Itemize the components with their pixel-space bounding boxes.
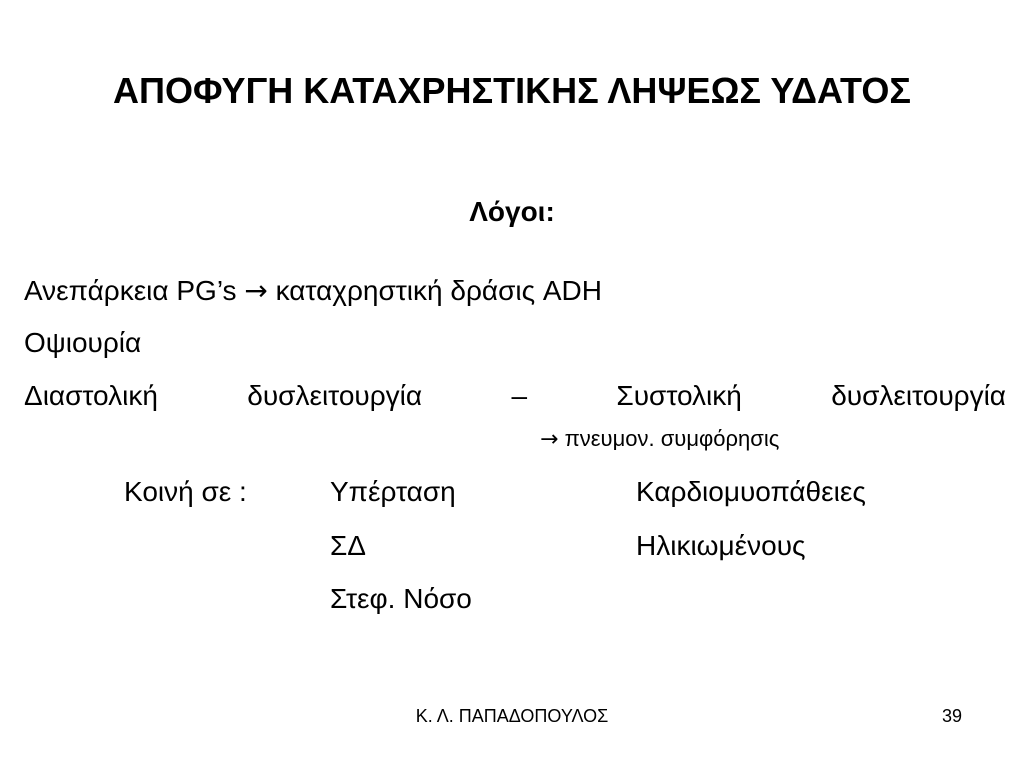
reason-line-pg (24, 274, 602, 307)
dysfunction-word-1: δυσλειτουργία (247, 380, 423, 411)
right-arrow-icon: → (540, 427, 559, 452)
condition-coronary-disease: Στεφ. Νόσο (330, 583, 472, 614)
slide-title: ΑΠΟΦΥΓΗ ΚΑΤΑΧΡΗΣΤΙΚΗΣ ΛΗΨΕΩΣ ΥΔΑΤΟΣ (113, 70, 911, 111)
footer-author: Κ. Λ. ΠΑΠΑΔΟΠΟΥΛΟΣ (415, 706, 609, 726)
reason-line-opsiouria: Οψιουρία (24, 327, 142, 358)
condition-elderly: Ηλικιωμένους (636, 530, 806, 561)
reasons-heading: Λόγοι: (469, 196, 555, 227)
condition-cardiomyopathies: Καρδιομυοπάθειες (636, 476, 866, 507)
page-number: 39 (941, 706, 962, 726)
diastolic-word: Διαστολική (24, 380, 158, 411)
common-in-label: Κοινή σε : (124, 476, 247, 507)
dysfunction-word-2: δυσλειτουργία (831, 380, 1006, 411)
systolic-word: Συστολική (616, 380, 742, 411)
right-arrow-icon: → (244, 274, 268, 307)
pulmonary-congestion-note (540, 426, 779, 452)
reason-pg-text: Ανεπάρκεια PG’s (24, 275, 237, 306)
pulmonary-congestion-text: πνευμον. συμφόρησις (564, 426, 780, 451)
dash-separator: – (511, 380, 528, 411)
reason-adh-text: καταχρηστική δράσις ADH (275, 275, 602, 306)
condition-hypertension: Υπέρταση (330, 476, 456, 507)
reason-line-dysfunction (24, 380, 1006, 412)
condition-diabetes: ΣΔ (330, 530, 367, 561)
